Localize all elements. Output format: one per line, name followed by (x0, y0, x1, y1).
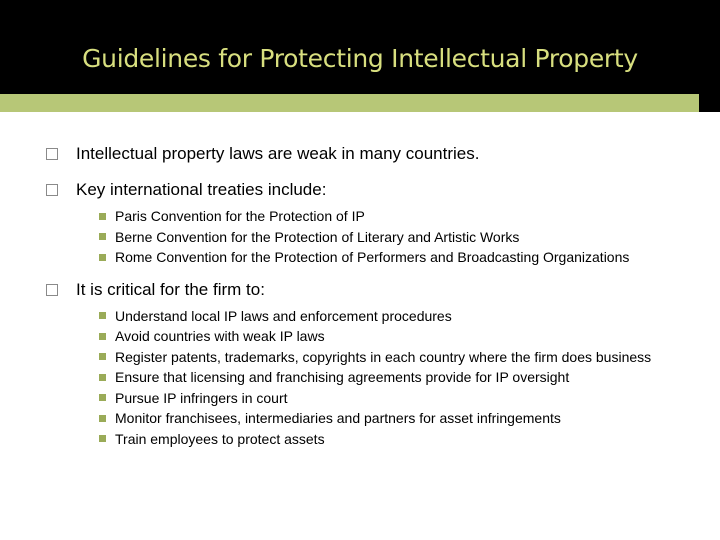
bullet-text: Intellectual property laws are weak in many countries. (76, 144, 480, 163)
sub-bullet-list (99, 208, 666, 266)
sub-bullet-item (99, 308, 666, 325)
bullet-box-icon (46, 148, 58, 160)
sub-bullet-text: Register patents, trademarks, copyrights in each country where the firm does business (115, 348, 652, 365)
slide-title: Guidelines for Protecting Intellectual Property (82, 44, 638, 73)
bullet-item (46, 143, 666, 165)
square-bullet-icon (99, 254, 106, 261)
square-bullet-icon (99, 233, 106, 240)
square-bullet-icon (99, 415, 106, 422)
accent-bar-end (699, 94, 720, 112)
bullet-box-icon (46, 184, 58, 196)
sub-bullet-item (99, 369, 666, 386)
bullet-item (46, 179, 666, 201)
sub-bullet-text: Train employees to protect assets (115, 430, 325, 447)
square-bullet-icon (99, 333, 106, 340)
square-bullet-icon (99, 213, 106, 220)
sub-bullet-item (99, 249, 666, 266)
sub-bullet-text: Rome Convention for the Protection of Performers and Broadcasting Organizations (115, 249, 630, 265)
square-bullet-icon (99, 353, 106, 360)
accent-bar (0, 94, 720, 112)
sub-bullet-item (99, 208, 666, 225)
sub-bullet-text: Pursue IP infringers in court (115, 389, 288, 406)
sub-bullet-item (99, 229, 666, 246)
sub-bullet-item (99, 349, 666, 366)
sub-bullet-item (99, 390, 666, 407)
sub-bullet-item (99, 328, 666, 345)
square-bullet-icon (99, 374, 106, 381)
sub-bullet-item (99, 410, 666, 427)
sub-bullet-text: Ensure that licensing and franchising agreements provide for IP oversight (115, 369, 570, 385)
square-bullet-icon (99, 312, 106, 319)
sub-bullet-list (99, 308, 666, 448)
bullet-list (46, 143, 666, 451)
bullet-text: Key international treaties include: (76, 180, 327, 199)
sub-bullet-text: Monitor franchisees, intermediaries and partners for asset infringements (115, 410, 561, 426)
bullet-item (46, 279, 666, 301)
bullet-box-icon (46, 284, 58, 296)
square-bullet-icon (99, 435, 106, 442)
sub-bullet-text: Understand local IP laws and enforcement procedures (115, 307, 452, 324)
square-bullet-icon (99, 394, 106, 401)
sub-bullet-text: Avoid countries with weak IP laws (115, 328, 325, 344)
sub-bullet-text: Paris Convention for the Protection of IP (115, 208, 365, 224)
sub-bullet-text: Berne Convention for the Protection of Literary and Artistic Works (115, 228, 520, 245)
sub-bullet-item (99, 431, 666, 448)
bullet-text: It is critical for the firm to: (76, 279, 265, 299)
